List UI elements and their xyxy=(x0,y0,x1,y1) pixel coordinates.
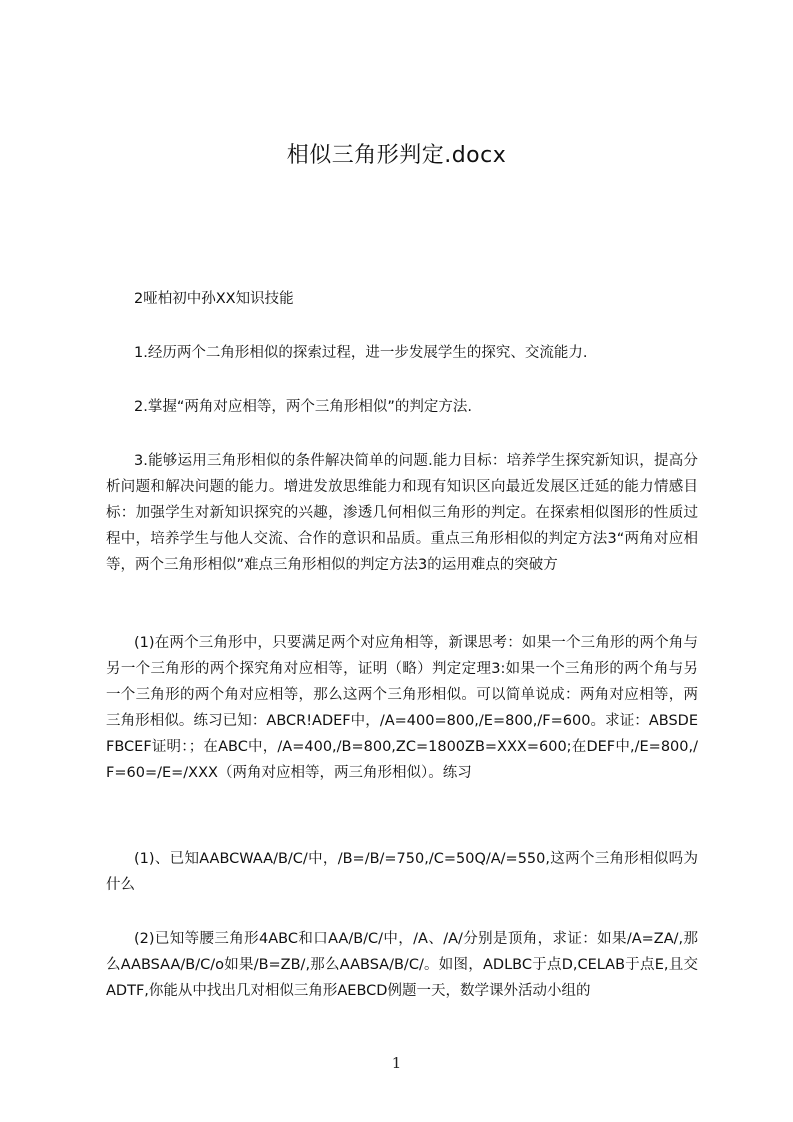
paragraph-objective-2 xyxy=(106,394,698,420)
paragraph-intro xyxy=(106,286,698,312)
paragraph-objective-3 xyxy=(106,448,698,578)
paragraph-objective-1 xyxy=(106,340,698,366)
paragraph-theorem xyxy=(106,630,698,786)
paragraph-text: 1.经历两个二角形相似的探索过程，进一步发展学生的探究、交流能力. xyxy=(134,345,588,361)
paragraph-text: 3.能够运用三角形相似的条件解决简单的问题.能力目标：培养学生探究新知识，提高分析问题和解决问题的能力。增进发放思维能力和现有知识区向最近发展区迁延的能力情感目标：加强学生对新知识探究的兴趣，渗透几何相似三角形的判定。在探索相似图形的性质过程中，培养学生与他人交流、合作的意识和品质。重点三角形相似的判定方法3“两角对应相等，两个三角形相似”难点三角形相似的判定方法3的运用难点的突破方 xyxy=(106,453,698,573)
paragraph-text: 2.掌握“两角对应相等，两个三角形相似”的判定方法. xyxy=(134,399,472,415)
paragraph-text: 2哑柏初中孙XX知识技能 xyxy=(134,291,294,307)
paragraph-text: (1)、已知AABCWAA/B/C/中，/B=/B/=750,/C=50Q/A/=550,这两个三角形相似吗为什么 xyxy=(106,851,698,893)
paragraph-text: (1)在两个三角形中，只要满足两个对应角相等，新课思考：如果一个三角形的两个角与另一个三角形的两个探究角对应相等，证明（略）判定定理3:如果一个三角形的两个角与另一个三角形的两个角对应相等，那么这两个三角形相似。可以简单说成：两角对应相等，两三角形相似。练习已知：ABCR!ADEF中，/A=400=800,/E=800,/F=600。求证：ABSDEFBCEF证明：；在ABC中，/A=400,/B=800,ZC=1800ZB=XXX=600;在DEF中,/E=800,/F=60=/E=/XXX（两角对应相等，两三角形相似）。练习 xyxy=(106,635,698,781)
page-number: 1 xyxy=(391,1054,402,1072)
paragraph-exercise-2 xyxy=(106,926,698,1004)
paragraph-exercise-1 xyxy=(106,846,698,898)
paragraph-text: (2)已知等腰三角形4ABC和口AA/B/C/中，/A、/A/分别是顶角，求证：如果/A=ZA/,那么AABSAA/B/C/o如果/B=ZB/,那么AABSA/B/C/。如图，ADLBC于点D,CELAB于点E,且交ADTF,你能从中找出几对相似三角形AEBCD例题一天，数学课外活动小组的 xyxy=(106,931,698,999)
document-title: 相似三角形判定.docx xyxy=(286,143,507,168)
